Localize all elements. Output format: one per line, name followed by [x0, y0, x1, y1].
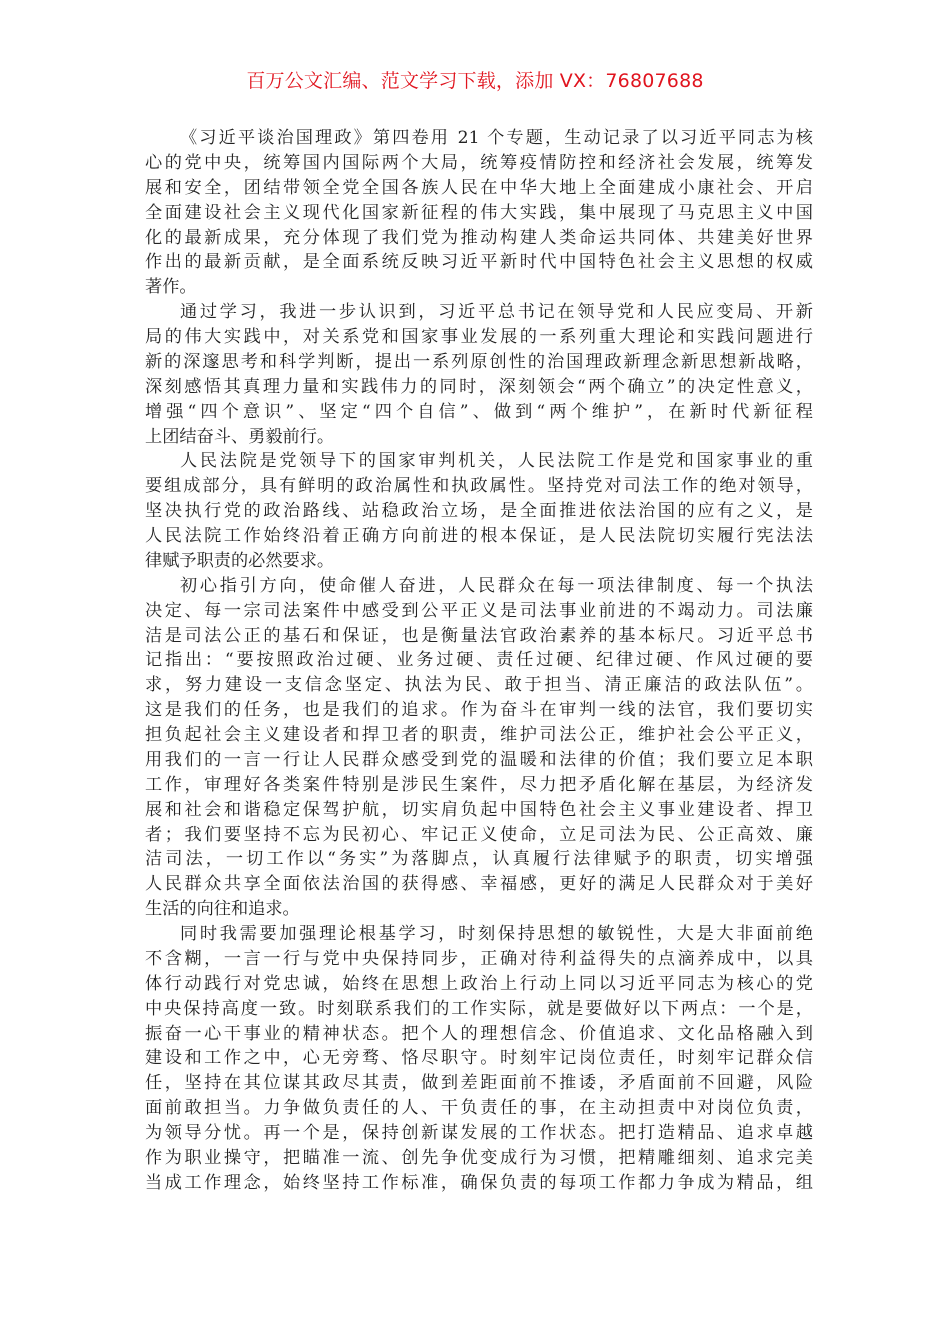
paragraph — [145, 300, 813, 449]
text-line: 同时我需要加强理论根基学习，时刻保持思想的敏锐性，大是大非面前绝 — [180, 924, 813, 944]
document-body — [145, 126, 813, 1196]
text-line: 律赋予职责的必然要求。 — [145, 550, 335, 571]
text-line: 深刻感悟其真理力量和实践伟力的同时，深刻领会“两个确立”的决定性意义， — [145, 376, 813, 397]
text-line: 《习近平谈治国理政》第四卷用 21 个专题，生动记录了以习近平同志为核 — [180, 128, 813, 148]
text-line: 用我们的一言一行让人民群众感受到党的温暖和法律的价值；我们要立足本职 — [145, 749, 813, 770]
text-line: 当成工作理念，始终坚持工作标准，确保负责的每项工作都力争成为精品，组 — [145, 1172, 813, 1193]
text-line: 为领导分忧。再一个是，保持创新谋发展的工作状态。把打造精品、追求卓越 — [145, 1123, 813, 1143]
text-line: 这是我们的任务，也是我们的追求。作为奋斗在审判一线的法官，我们要切实 — [145, 700, 813, 721]
text-line: 要组成部分，具有鲜明的政治属性和执政属性。坚持党对司法工作的绝对领导， — [145, 476, 813, 497]
text-line: 不含糊，一言一行与党中央保持同步，正确对待利益得失的点滴养成中，以具 — [145, 948, 813, 969]
text-line: 人民法院工作始终沿着正确方向前进的根本保证，是人民法院切实履行宪法法 — [145, 526, 813, 546]
text-line: 记指出：“要按照政治过硬、业务过硬、责任过硬、纪律过硬、作风过硬的要 — [145, 650, 813, 671]
paragraph — [145, 449, 813, 573]
text-line: 坚决执行党的政治路线、站稳政治立场，是全面推进依法治国的应有之义，是 — [145, 501, 813, 522]
text-line: 展和社会和谐稳定保驾护航，切实肩负起中国特色社会主义事业建设者、捍卫 — [145, 799, 813, 820]
text-line: 人民法院是党领导下的国家审判机关，人民法院工作是党和国家事业的重 — [180, 451, 813, 472]
text-line: 人民群众共享全面依法治国的获得感、幸福感，更好的满足人民群众对于美好 — [145, 874, 813, 895]
text-line: 展和安全，团结带领全党全国各族人民在中华大地上全面建成小康社会、开启 — [145, 177, 813, 198]
text-line: 作出的最新贡献，是全面系统反映习近平新时代中国特色社会主义思想的权威 — [145, 252, 813, 273]
text-line: 全面建设社会主义现代化国家新征程的伟大实践，集中展现了马克思主义中国 — [145, 202, 813, 223]
paragraph — [145, 126, 813, 300]
text-line: 增强“四个意识”、坚定“四个自信”、做到“两个维护”，在新时代新征程 — [145, 401, 813, 422]
text-line: 求，努力建设一支信念坚定、执法为民、敢于担当、清正廉洁的政法队伍”。 — [145, 675, 813, 696]
text-line: 著作。 — [145, 277, 197, 298]
text-line: 决定、每一宗司法案件中感受到公平正义是司法事业前进的不竭动力。司法廉 — [145, 600, 813, 621]
text-line: 体行动践行对党忠诚，始终在思想上政治上行动上同以习近平同志为核心的党 — [145, 973, 813, 994]
watermark-header: 百万公文汇编、范文学习下载，添加 VX：76807688 — [246, 70, 704, 92]
text-line: 生活的向往和追求。 — [145, 899, 300, 920]
text-line: 化的最新成果，充分体现了我们党为推动构建人类命运共同体、共建美好世界 — [145, 227, 813, 248]
text-line: 面前敢担当。力争做负责任的人、干负责任的事，在主动担责中对岗位负责， — [145, 1098, 813, 1119]
text-line: 新的深邃思考和科学判断，提出一系列原创性的治国理政新理念新思想新战略， — [145, 351, 813, 372]
paragraph — [145, 922, 813, 1196]
text-line: 洁是司法公正的基石和保证，也是衡量法官政治素养的基本标尺。习近平总书 — [145, 625, 813, 646]
text-line: 上团结奋斗、勇毅前行。 — [145, 426, 335, 447]
text-line: 工作，审理好各类案件特别是涉民生案件，尽力把矛盾化解在基层，为经济发 — [145, 774, 813, 795]
text-line: 担负起社会主义建设者和捍卫者的职责，维护司法公正，维护社会公平正义， — [145, 725, 813, 745]
text-line: 洁司法，一切工作以“务实”为落脚点，认真履行法律赋予的职责，切实增强 — [145, 849, 813, 870]
text-line: 者；我们要坚持不忘为民初心、牢记正义使命，立足司法为民、公正高效、廉 — [145, 824, 813, 845]
text-line: 振奋一心干事业的精神状态。把个人的理想信念、价值追求、文化品格融入到 — [145, 1023, 813, 1044]
text-line: 中央保持高度一致。时刻联系我们的工作实际，就是要做好以下两点：一个是， — [145, 998, 813, 1019]
text-line: 通过学习，我进一步认识到，习近平总书记在领导党和人民应变局、开新 — [180, 302, 813, 323]
text-line: 心的党中央，统筹国内国际两个大局，统筹疫情防控和经济社会发展，统筹发 — [145, 152, 813, 173]
text-line: 建设和工作之中，心无旁骛、恪尽职守。时刻牢记岗位责任，时刻牢记群众信 — [145, 1048, 813, 1069]
text-line: 作为职业操守，把瞄准一流、创先争优变成行为习惯，把精雕细刻、追求完美 — [145, 1147, 813, 1168]
text-line: 任，坚持在其位谋其政尽其责，做到差距面前不推诿，矛盾面前不回避，风险 — [145, 1073, 813, 1094]
paragraph — [145, 574, 813, 922]
text-line: 初心指引方向，使命催人奋进，人民群众在每一项法律制度、每一个执法 — [180, 575, 813, 596]
text-line: 局的伟大实践中，对关系党和国家事业发展的一系列重大理论和实践问题进行 — [145, 327, 813, 347]
